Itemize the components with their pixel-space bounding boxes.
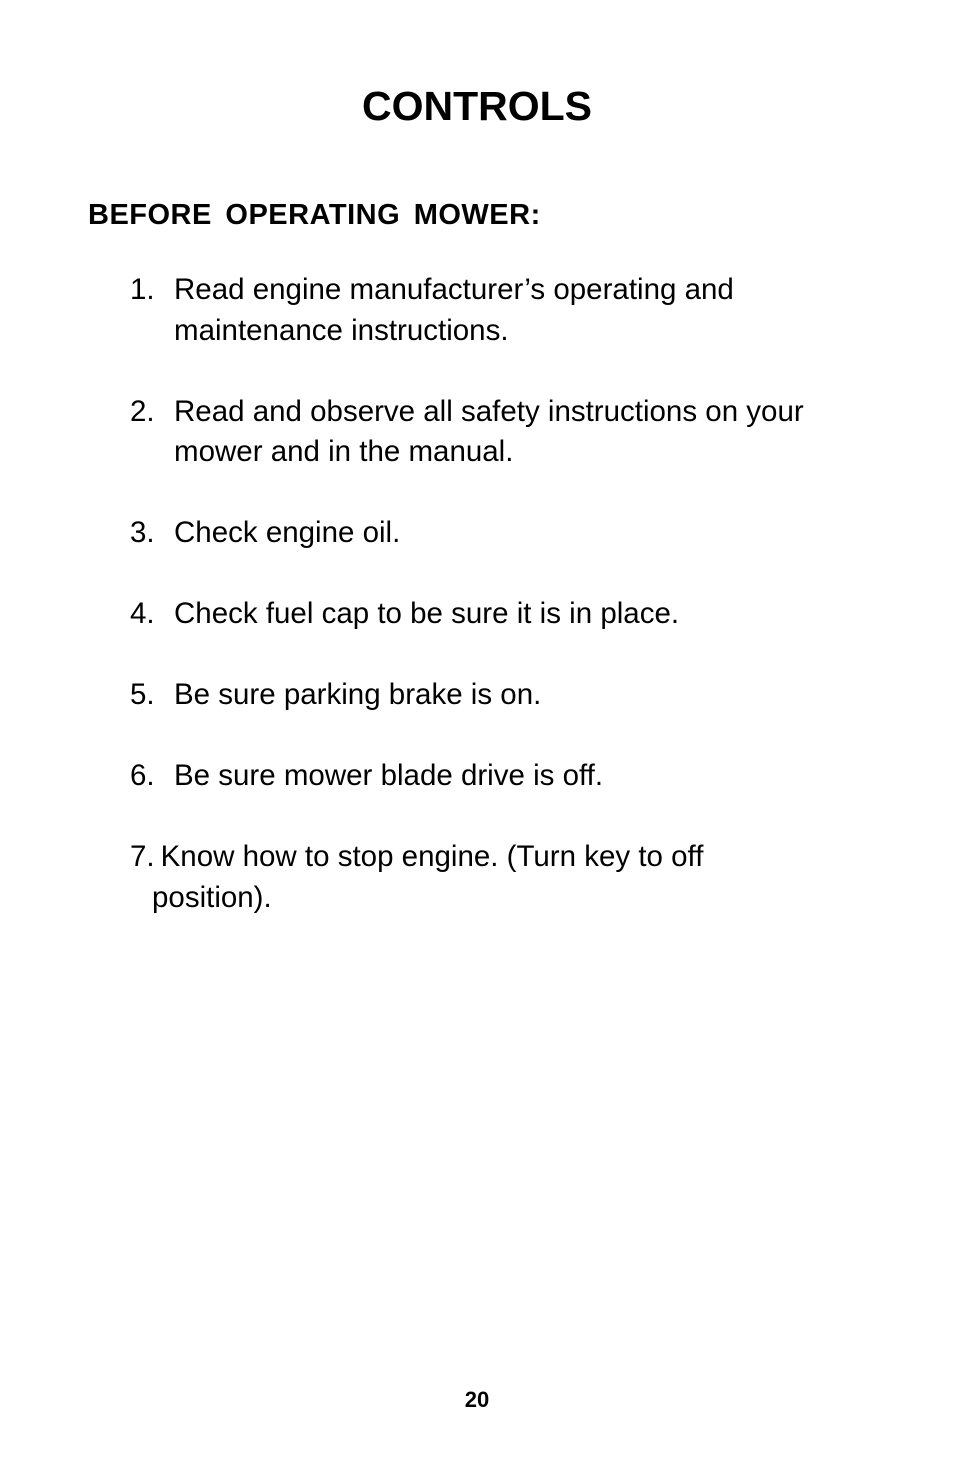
page-number: 20	[464, 1387, 490, 1412]
steps-list	[130, 270, 850, 959]
list-item	[130, 837, 850, 918]
step-number: 2.	[130, 394, 155, 428]
step-number: 6.	[130, 759, 155, 792]
list-item	[130, 756, 850, 797]
list-item	[130, 270, 850, 351]
list-item	[130, 675, 850, 716]
step-text: Read engine manufacturer’s operating and maintenance instructions.	[174, 273, 734, 347]
section-heading: BEFORE OPERATING MOWER:	[88, 199, 541, 231]
step-text-line-2: position).	[152, 880, 272, 914]
step-number: 4.	[130, 597, 155, 630]
step-text-line-1: Know how to stop engine. (Turn key to off	[160, 840, 704, 873]
step-number: 7.	[130, 840, 155, 873]
step-number: 5.	[130, 678, 155, 711]
step-text: Be sure parking brake is on.	[174, 678, 542, 711]
list-item	[130, 392, 850, 473]
list-item	[130, 513, 850, 554]
step-number: 3.	[130, 516, 155, 549]
list-item	[130, 594, 850, 635]
step-number: 1.	[130, 273, 155, 306]
page-title: CONTROLS	[361, 83, 593, 129]
step-line	[130, 837, 850, 878]
step-text: Be sure mower blade drive is off.	[174, 759, 604, 792]
step-text: Check fuel cap to be sure it is in place.	[174, 597, 680, 630]
step-text: Check engine oil.	[174, 516, 401, 549]
step-text: Read and observe all safety instructions on your mower and in the manual.	[174, 394, 804, 468]
